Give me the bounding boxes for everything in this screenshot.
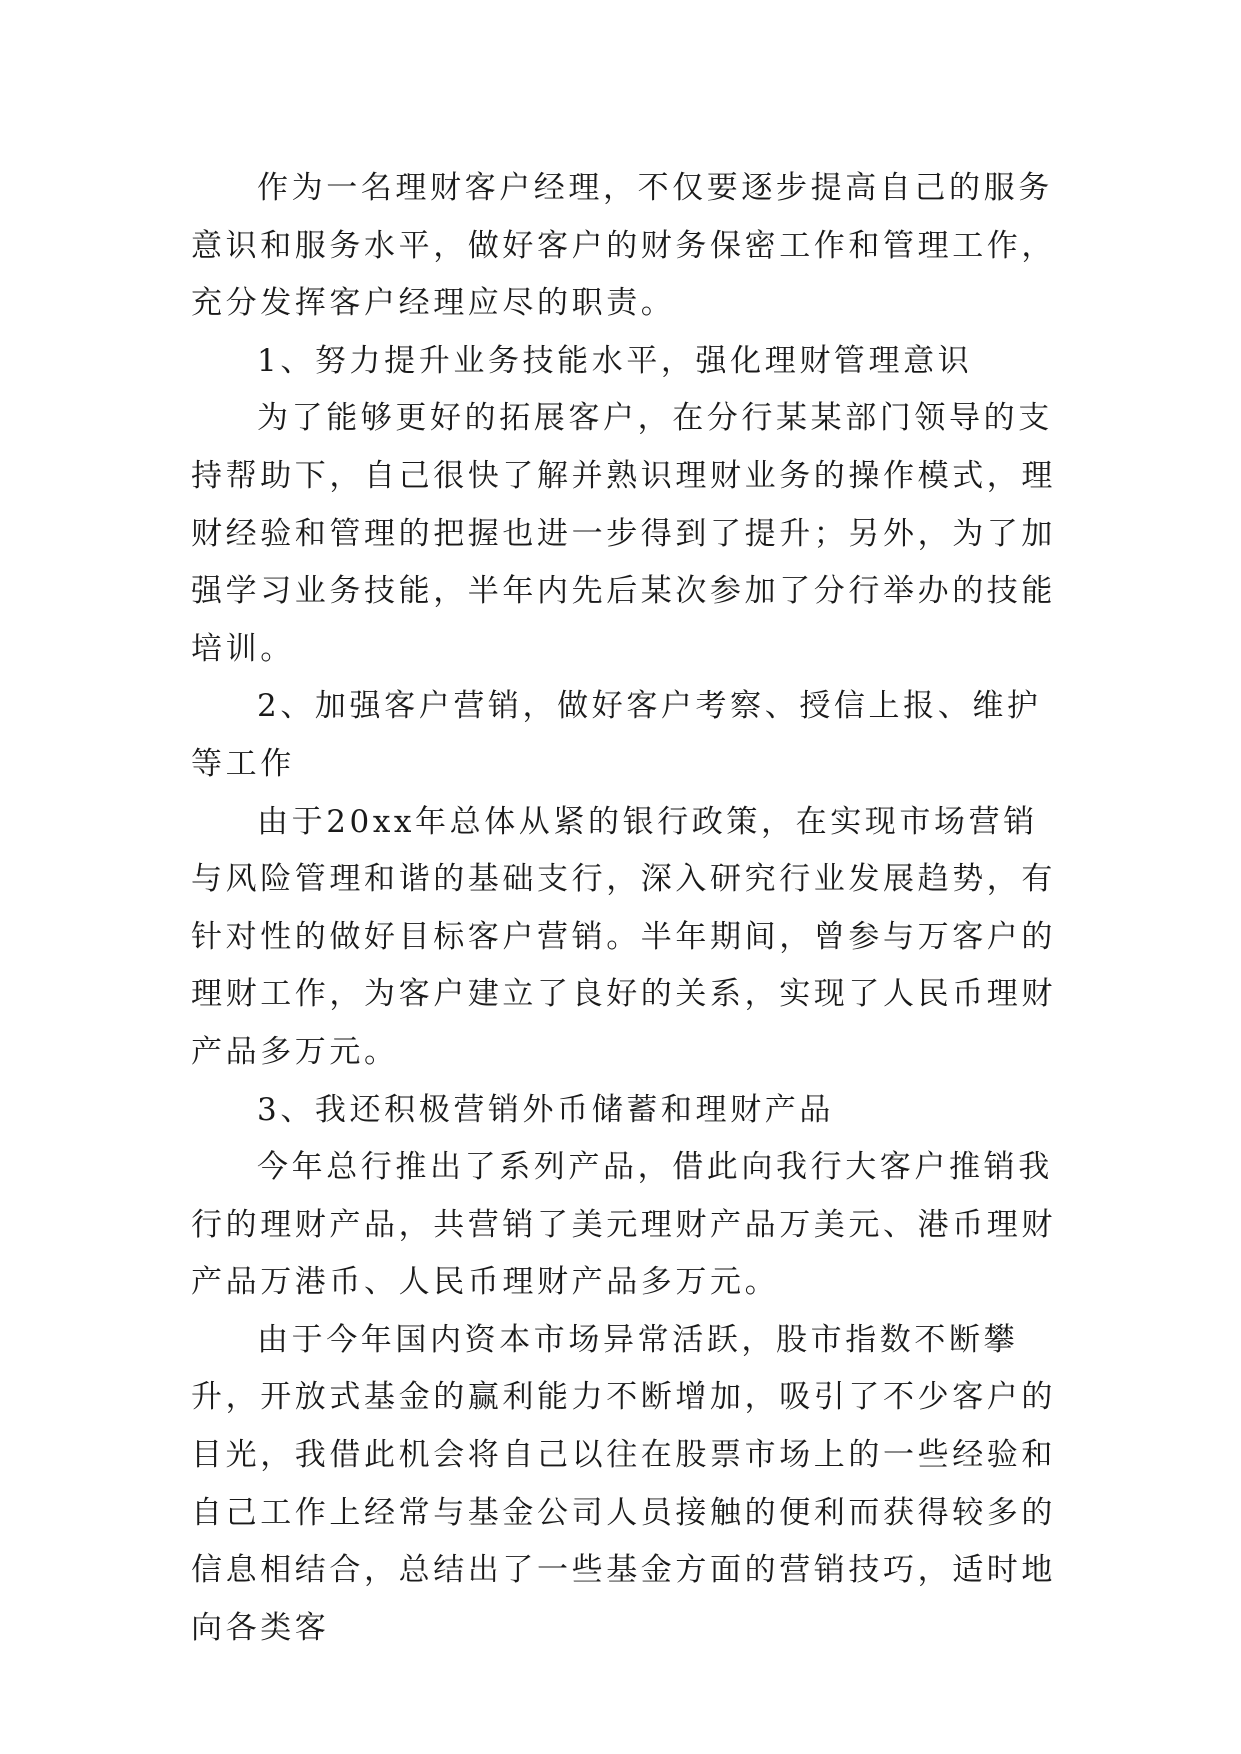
document-body [191,160,1061,1657]
paragraph-section-1: 为了能够更好的拓展客户，在分行某某部门领导的支持帮助下，自己很快了解并熟识理财业务的操作模式，理财经验和管理的把握也进一步得到了提升；另外，为了加强学习业务技能，半年内先后某次参加了分行举办的技能培训。 [191,400,1056,667]
paragraph-fund-marketing: 由于今年国内资本市场异常活跃，股市指数不断攀升，开放式基金的赢利能力不断增加，吸引了不少客户的目光，我借此机会将自己以往在股票市场上的一些经验和自己工作上经常与基金公司人员接触的便利而获得较多的信息相结合，总结出了一些基金方面的营销技巧，适时地向各类客 [191,1321,1056,1646]
paragraph-section-2: 由于20xx年总体从紧的银行政策，在实现市场营销与风险管理和谐的基础支行，深入研究行业发展趋势，有针对性的做好目标客户营销。半年期间，曾参与万客户的理财工作，为客户建立了良好的关系，实现了人民币理财产品多万元。 [191,803,1056,1070]
heading-section-3: 3、我还积极营销外币储蓄和理财产品 [257,1091,834,1128]
heading-section-2: 2、加强客户营销，做好客户考察、授信上报、维护等工作 [191,688,1042,782]
heading-section-1: 1、努力提升业务技能水平，强化理财管理意识 [257,342,973,379]
paragraph-section-3: 今年总行推出了系列产品，借此向我行大客户推销我行的理财产品，共营销了美元理财产品万美元、港币理财产品万港币、人民币理财产品多万元。 [191,1149,1056,1301]
paragraph-intro: 作为一名理财客户经理，不仅要逐步提高自己的服务意识和服务水平，做好客户的财务保密工作和管理工作，充分发挥客户经理应尽的职责。 [191,170,1056,322]
